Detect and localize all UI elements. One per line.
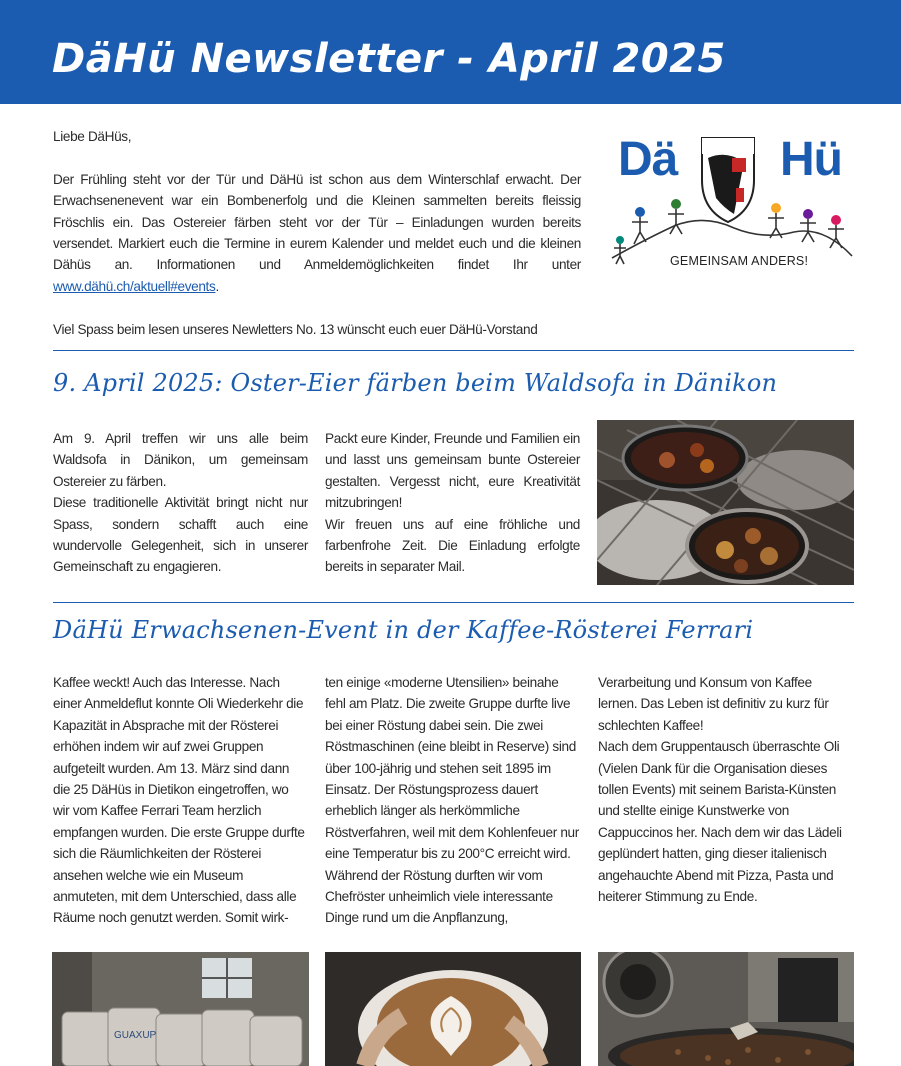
dahu-logo — [604, 128, 856, 276]
section2-title: DäHü Erwachsenen-Event in der Kaffee-Rösterei Ferrari — [53, 616, 754, 644]
sack-label: GUAXUP — [114, 1030, 157, 1041]
section-divider — [53, 350, 854, 351]
roasting-machine-photo — [598, 952, 854, 1066]
greeting: Liebe DäHüs, — [53, 129, 132, 144]
section1-column-1: Am 9. April treffen wir uns alle beim Waldsofa in Dänikon, um gemeinsam Ostereier zu färben. Diese traditionelle Aktivität bringt nicht nur Spass, sondern schafft auch eine wundervolle Gelegenheit, sich in unserer Gemeinschaft zu engagieren. — [53, 431, 308, 575]
events-link[interactable]: www.dähü.ch/aktuell#events — [53, 278, 216, 294]
header-bar — [0, 0, 901, 104]
newsletter-title: DäHü Newsletter - April 2025 — [52, 36, 726, 82]
intro-paragraph-text: Der Frühling steht vor der Tür und DäHü ist schon aus dem Winterschlaf erwacht. Der Erwachsenenevent war ein Bombenerfolg und die Kleinen sammelten bereits fleissig Fröschlis ein. Das Ostereier färben steht vor der Tür – Einladungen wurden bereits versendet. Markiert euch die Termine in eurem Kalender und meldet euch und die kleinen Dähüs an. Informationen und Anmeldemöglichkeiten findet Ihr unter — [53, 171, 581, 273]
section2-column-1: Kaffee weckt! Auch das Interesse. Nach einer Anmeldeflut konnte Oli Wiederkehr die Kapazität in Absprache mit der Rösterei erhöhen indem wir auf zwei Gruppen aufgeteilt wurden. Am 13. März sind dann die 25 DäHüs in Dietikon eingetroffen, wo wir vom Kaffee Ferrari Team herzlich empfangen wurden. Die erste Gruppe durfte sich die Räumlichkeiten der Rösterei ansehen welche wie ein Museum anmuteten, mit dem Unterschied, dass alle Räume noch genutzt werden. Somit wirk- — [53, 675, 305, 926]
logo-claim: GEMEINSAM ANDERS! — [670, 254, 809, 268]
logo-text-left: Dä — [618, 133, 678, 186]
intro-paragraph — [53, 169, 581, 297]
coffee-sacks-photo — [52, 952, 309, 1066]
section-divider — [53, 602, 854, 603]
section1-column-2: Packt eure Kinder, Freunde und Familien ein und lasst uns gemeinsam bunte Ostereier gestalten. Vergesst nicht, eure Kreativität mitzubringen! Wir freuen uns auf eine fröhliche und farbenfrohe Zeit. Die Einladung erfolgte bereits in separater Mail. — [325, 431, 580, 575]
easter-eggs-photo — [597, 420, 854, 585]
section2-column-3: Verarbeitung und Konsum von Kaffee lernen. Das Leben ist definitiv zu kurz für schlechten Kaffee! Nach dem Gruppentausch überraschte Oli (Vielen Dank für die Organisation dieses tollen Events) mit seinem Barista-Künsten und stellte einige Kunstwerke von Cappuccinos her. Nach dem wir das Lädeli geplündert hatten, ging dieser italienisch angehauchte Abend mit Pizza, Pasta und heiterer Stimmung zu Ende. — [598, 675, 842, 905]
section2-column-2: ten einige «moderne Utensilien» beinahe fehl am Platz. Die zweite Gruppe durfte live bei einer Röstung dabei sein. Die zwei Röstmaschinen (eine bleibt in Reserve) sind über 100-jährig und stehen seit 1895 im Einsatz. Der Röstungsprozess dauert erheblich länger als herkömmliche Röstverfahren, weil mit dem Kohlenfeuer nur eine Temperatur bis zu 200°C erreicht wird. Während der Röstung durften wir vom Chefröster unheimlich viele interessante Dinge rund um die Anpflanzung, — [325, 675, 579, 926]
intro-closing: Viel Spass beim lesen unseres Newletters No. 13 wünscht euch euer DäHü-Vorstand — [53, 321, 538, 337]
intro-text — [53, 126, 581, 361]
intro-paragraph-end: . — [215, 278, 219, 294]
section1-title: 9. April 2025: Oster-Eier färben beim Waldsofa in Dänikon — [53, 369, 778, 397]
latte-art-photo — [325, 952, 581, 1066]
logo-text-right: Hü — [780, 133, 842, 186]
